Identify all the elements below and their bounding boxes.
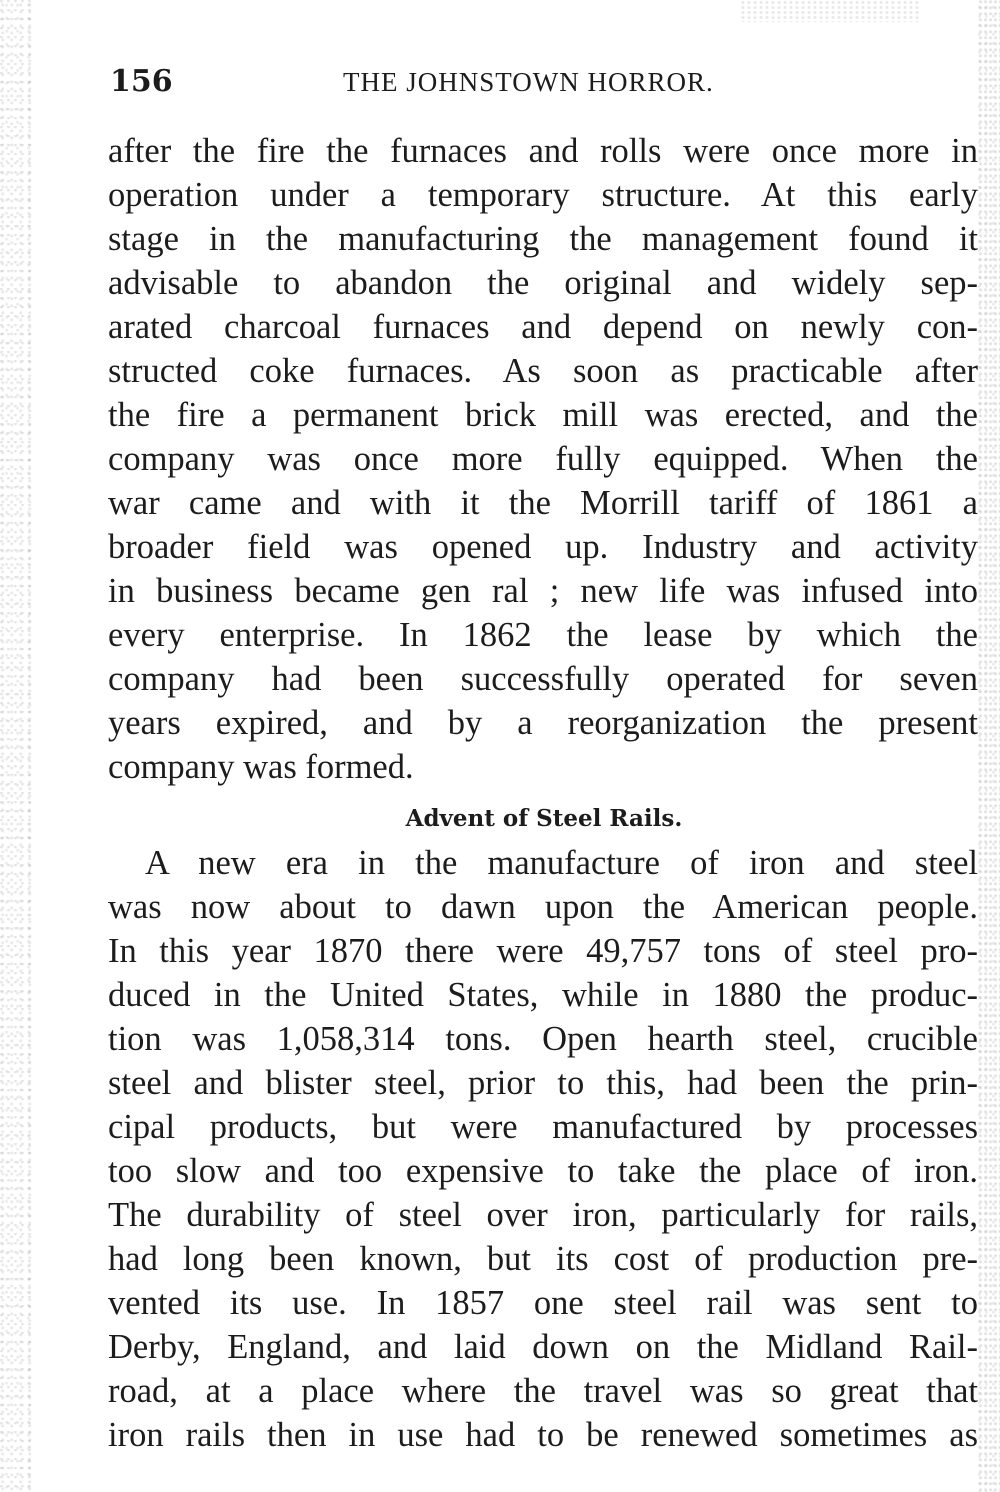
text-line: structed coke furnaces. As soon as practicable after (108, 352, 978, 390)
text-line: advisable to abandon the original and widely sep- (108, 264, 978, 302)
text-line: company had been successfully operated for seven (108, 660, 978, 698)
text-line: in business became gen ral ; new life was infused into (108, 572, 978, 610)
text-line: road, at a place where the travel was so great that (108, 1372, 978, 1410)
text-line: vented its use. In 1857 one steel rail was sent to (108, 1284, 978, 1322)
text-line: iron rails then in use had to be renewed sometimes as (108, 1416, 978, 1454)
text-line: war came and with it the Morrill tariff of 1861 a (108, 484, 978, 522)
text-line: stage in the manufacturing the management found it (108, 220, 978, 258)
text-line: company was formed. (108, 748, 414, 786)
text-line: company was once more fully equipped. When the (108, 440, 978, 478)
text-line: the fire a permanent brick mill was erected, and the (108, 396, 978, 434)
paragraph-two (108, 841, 978, 1457)
text-line: had long been known, but its cost of production pre- (108, 1240, 978, 1278)
text-line: too slow and too expensive to take the place of iron. (108, 1152, 978, 1190)
text-line: operation under a temporary structure. At this early (108, 176, 978, 214)
text-line: arated charcoal furnaces and depend on newly con- (108, 308, 978, 346)
text-line: The durability of steel over iron, particularly for rails, (108, 1196, 978, 1234)
paragraph-one (108, 129, 978, 789)
text-line: cipal products, but were manufactured by processes (108, 1108, 978, 1146)
text-line: years expired, and by a reorganization the present (108, 704, 978, 742)
page-number: 156 (110, 64, 173, 99)
text-line: duced in the United States, while in 1880 the produc- (108, 976, 978, 1014)
text-line: Derby, England, and laid down on the Midland Rail- (108, 1328, 978, 1366)
text-line: was now about to dawn upon the American people. (108, 888, 978, 926)
text-line: In this year 1870 there were 49,757 tons of steel pro- (108, 932, 978, 970)
text-line: after the fire the furnaces and rolls were once more in (108, 132, 978, 170)
running-title: THE JOHNSTOWN HORROR. (343, 67, 714, 97)
page-header (110, 60, 980, 104)
scan-edge-right (978, 0, 1000, 1492)
text-line: every enterprise. In 1862 the lease by which the (108, 616, 978, 654)
text-line: tion was 1,058,314 tons. Open hearth steel, crucible (108, 1020, 978, 1058)
scan-edge-top (740, 0, 920, 22)
scan-edge-left (0, 0, 34, 1492)
section-heading: Advent of Steel Rails. (405, 805, 683, 832)
text-line: broader field was opened up. Industry and activity (108, 528, 978, 566)
text-line: steel and blister steel, prior to this, had been the prin- (108, 1064, 978, 1102)
text-line: A new era in the manufacture of iron and steel (145, 844, 978, 882)
